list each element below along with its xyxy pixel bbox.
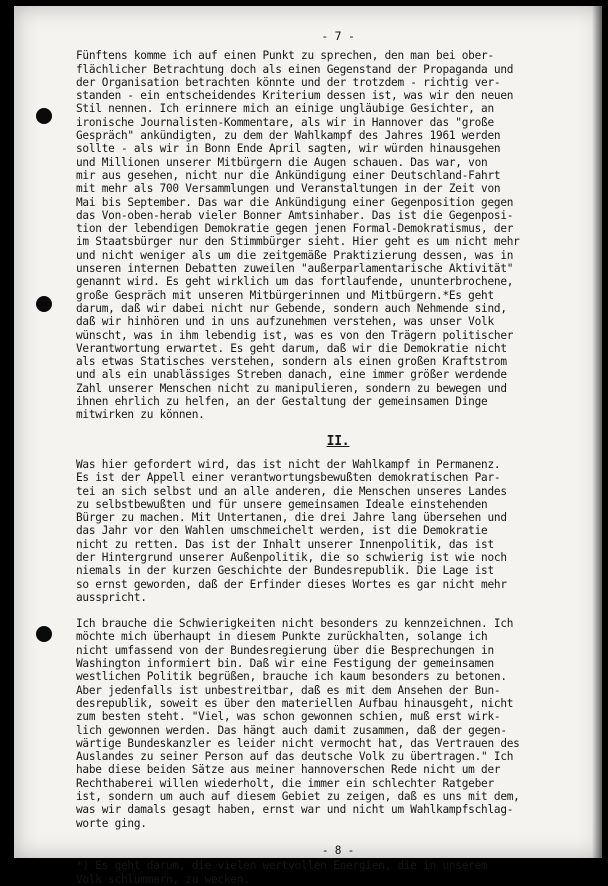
text-line: mir aus gesehen, nicht nur die Ankündigung einer Deutschland-Fahrt [76,168,501,182]
text-line: das Jahr vor den Wahlen umschmeichelt werden, ist die Demokratie [76,524,488,538]
text-line: und nicht weniger als um die zeitgemäße Praktizierung dessen, was in [76,248,514,262]
text-line: als etwas Statisches verstehen, sondern als einen großen Kraftstrom [76,355,507,369]
text-line: zum besten steht. "Viel, was schon gewonnen schien, muß erst wirk- [76,710,501,724]
punch-hole-middle [36,296,52,312]
text-line: worte ging. [76,816,147,830]
text-line: daß wir hinhören und in uns aufzunehmen verstehen, was unser Volk [76,315,494,329]
text-line: ihnen ehrlich zu helfen, an der Gestaltung der gemeinsamen Dinge [76,395,488,409]
text-line: Auslandes zu seiner Person auf das deutsche Volk zu übertragen." Ich [76,750,514,764]
text-line: ausspricht. [76,590,147,604]
punch-hole-top [36,108,52,124]
text-line: große Gespräch mit unseren Mitbürgerinnen und Mitbürgern.*Es geht [76,288,494,302]
text-line: ist, sondern um auch auf diesem Gebiet zu zeigen, daß es uns mit dem, [76,790,520,804]
text-line: Gespräch" ankündigten, zu dem der Wahlkampf des Jahres 1961 werden [76,129,501,143]
text-line: so ernst geworden, daß der Erfinder dieses Wortes es gar nicht mehr [76,577,507,591]
text-line: Mai bis September. Das war die Ankündigung einer Gegenposition gegen [76,195,514,209]
text-line: westlichen Politik begrüßen, brauche ich kaum besonders zu betonen. [76,670,507,684]
text-line: was wir damals gesagt haben, ernst war und nicht um Wahlkampfschlag- [76,803,514,817]
text-line: standen - ein entscheidendes Kriterium dessen ist, was wir den neuen [76,89,514,103]
text-line: tion der lebendigen Demokratie gegen jenen Formal-Demokratismus, der [76,222,514,236]
text-line: Rechthaberei willen wiederholt, die immer ein schlechter Ratgeber [76,776,494,790]
text-line: Was hier gefordert wird, das ist nicht der Wahlkampf in Permanenz. [76,457,501,471]
document-page [14,6,602,886]
text-line: Bürger zu machen. Mit Untertanen, die drei Jahre lang übersehen und [76,511,507,525]
text-line: tei an sich selbst und an alle anderen, die Menschen unseres Landes [76,484,507,498]
text-line: und Millionen unserer Mitbürgern die Augen schauen. Das war, von [76,155,488,169]
text-line: und als ein unablässiges Streben danach, eine immer größer werdende [76,368,507,382]
text-line: der Organisation betrachten könnte und der trotzdem - richtig ver- [76,75,501,89]
text-line: Es ist der Appell einer verantwortungsbewußten demokratischen Par- [76,471,501,485]
text-line: Verantwortung erwartet. Es geht darum, daß wir die Demokratie nicht [76,341,507,355]
text-line: darum, daß wir dabei nicht nur Gebende, sondern auch Nehmende sind, [76,301,507,315]
text-line: nicht umfassend von der Bundesregierung über die Besprechungen in [76,643,494,657]
text-line: lich gewonnen werden. Das hängt auch damit zusammen, daß der gegen- [76,723,507,737]
paragraph-2 [76,458,600,604]
text-line: wünscht, was in ihm lebendig ist, was es von den Trägern politischer [76,328,514,342]
text-line: wärtige Bundeskanzler es leider nicht vermocht hat, das Vertrauen des [76,736,520,750]
paragraph-1 [76,49,600,421]
text-line: Fünftens komme ich auf einen Punkt zu sprechen, den man bei ober- [76,49,494,63]
paragraph-3 [76,617,600,830]
text-line: mitwirken zu können. [76,408,205,422]
page-number-top: - 7 - [321,29,355,43]
text-line: habe diese beiden Sätze aus meiner hannoverschen Rede nicht um der [76,763,501,777]
text-line: ironische Journalisten-Kommentare, als wir in Hannover das "große [76,115,494,129]
text-line: im Staatsbürger nur den Stimmbürger sieht. Hier geht es um nicht mehr [76,235,520,249]
text-line: flächlicher Betrachtung doch als einen Gegenstand der Propaganda und [76,62,514,76]
text-line: desrepublik, soweit es über den materiellen Aufbau hinausgeht, nicht [76,696,514,710]
text-line: zu selbstbewußten und für unsere gemeinsamen Ideale einstehenden [76,497,488,511]
text-line: Ich brauche die Schwierigkeiten nicht besonders zu kennzeichnen. Ich [76,617,514,631]
text-line: Aber jedenfalls ist unbestreitbar, daß es mit dem Ansehen der Bun- [76,683,501,697]
text-line: der Hintergrund unserer Außenpolitik, die so schwierig ist wie noch [76,550,507,564]
punch-hole-bottom [36,626,52,642]
section-heading: II. [326,433,350,449]
footnote [76,859,600,886]
text-line: Zahl unserer Menschen nicht zu manipulieren, sondern zu bewegen und [76,381,507,395]
text-line: möchte mich überhaupt in diesem Punkte zurückhalten, solange ich [76,630,488,644]
text-line: mit mehr als 700 Versammlungen und Veranstaltungen in der Zeit von [76,182,501,196]
text-line: nicht zu retten. Das ist der Inhalt unserer Innenpolitik, das ist [76,537,494,551]
text-line: niemals in der kurzen Geschichte der Bundesrepublik. Die Lage ist [76,564,494,578]
text-line: unseren internen Debatten zuweilen "außerparlamentarische Aktivität" [76,262,514,276]
page-number-bottom: - 8 - [321,843,355,857]
text-line: Stil nennen. Ich erinnere mich an einige ungläubige Gesichter, an [76,102,494,116]
text-line: genannt wird. Es geht wirklich um das fortlaufende, ununterbrochene, [76,275,514,289]
text-line: das Von-oben-herab vieler Bonner Amtsinhaber. Das ist die Gegenposi- [76,208,514,222]
text-line: sollte - als wir in Bonn Ende April sagten, wir würden hinausgehen [76,142,501,156]
text-line: Volk schlummern, zu wecken. [76,872,250,886]
text-line: *) Es geht darum, die vielen wertvollen Energien, die in unserem [76,859,488,873]
document-body [76,29,600,886]
text-line: Washington informiert bin. Daß wir eine Festigung der gemeinsamen [76,657,494,671]
